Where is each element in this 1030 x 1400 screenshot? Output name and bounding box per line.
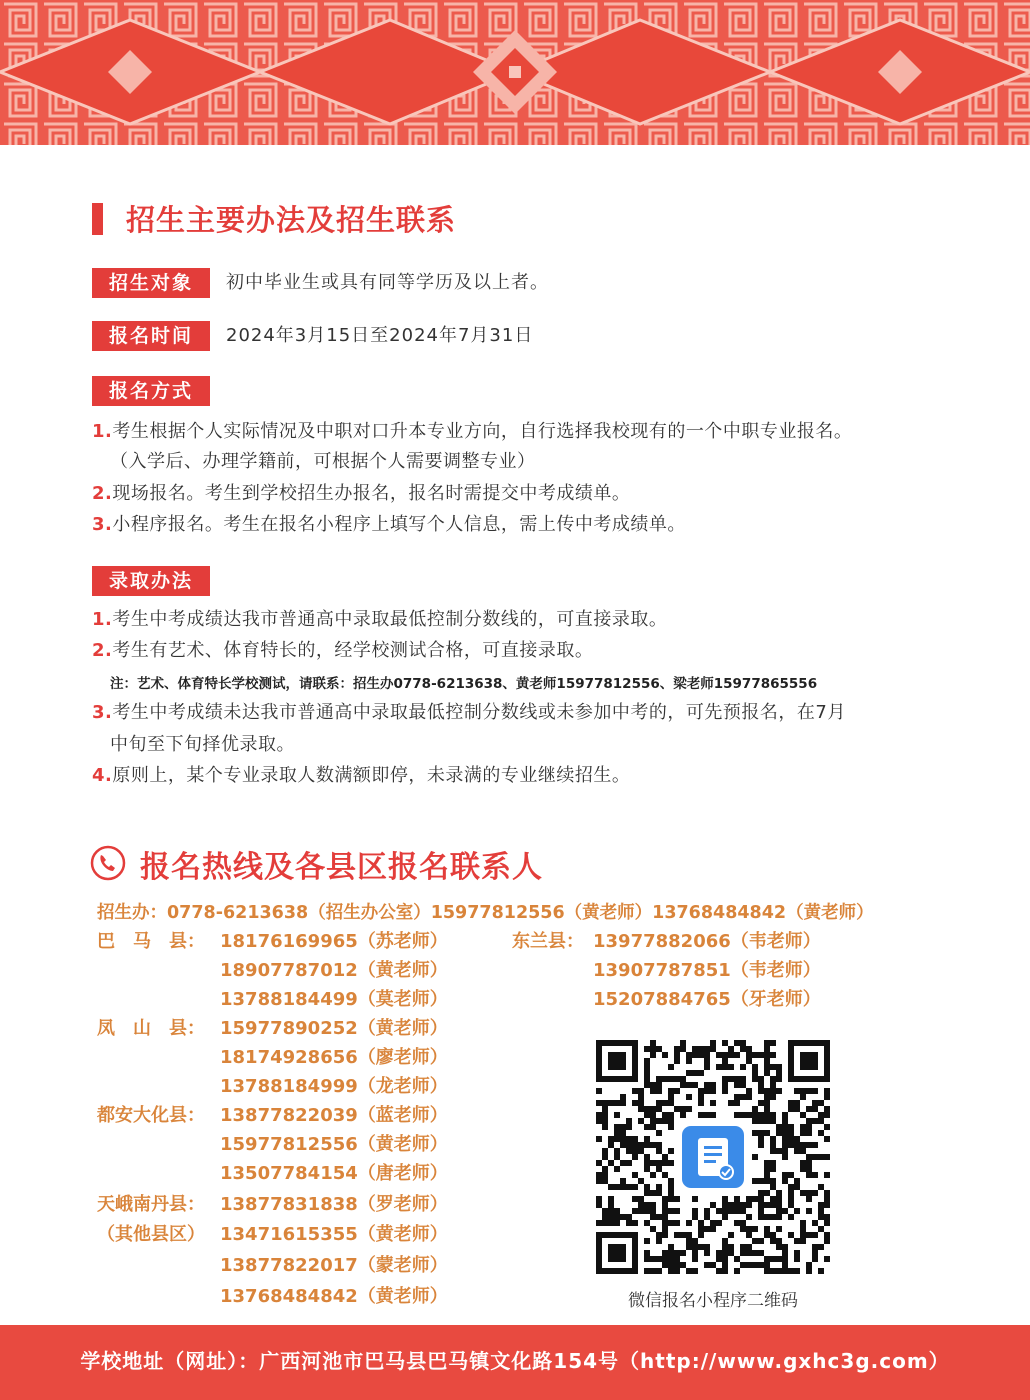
item-text: 小程序报名。考生在报名小程序上填写个人信息，需上传中考成绩单。 (112, 514, 686, 535)
county-label-fengshan: 凤 山 县： (97, 1018, 205, 1039)
item-number: 1. (92, 609, 113, 630)
contact-entry: 18907787012（黄老师） (220, 960, 448, 981)
office-contact-line: 招生办：0778-6213638（招生办公室）15977812556（黄老师）13768484842（黄老师） (97, 903, 874, 923)
contact-entry: 15207884765（牙老师） (593, 989, 821, 1010)
item-number: 1. (92, 421, 113, 442)
admit-item-2 (92, 639, 593, 663)
item-number: 2. (92, 483, 113, 504)
qr-caption: 微信报名小程序二维码 (628, 1291, 798, 1311)
document-icon (682, 1126, 744, 1188)
item-number: 2. (92, 640, 113, 661)
contact-entry: 13788184499（莫老师） (220, 989, 448, 1010)
section-title-admission: 招生主要办法及招生联系 (126, 203, 457, 237)
method-item-1 (92, 420, 852, 444)
method-item-3 (92, 513, 686, 537)
contact-entry: 13877831838（罗老师） (220, 1194, 448, 1215)
contact-entry: 13471615355（黄老师） (220, 1224, 448, 1245)
phone-icon (90, 845, 126, 881)
banner-pattern (0, 0, 1030, 145)
contact-entry: 13877822017（蒙老师） (220, 1255, 448, 1276)
admit-note: 注：艺术、体育特长学校测试，请联系：招生办0778-6213638、黄老师15977812556、梁老师15977865556 (110, 676, 818, 692)
item-number: 3. (92, 702, 113, 723)
section-title-hotline: 报名热线及各县区报名联系人 (140, 850, 543, 885)
contact-entry: 15977890252（黄老师） (220, 1018, 448, 1039)
contact-entry: 15977812556（黄老师） (220, 1134, 448, 1155)
tag-time: 报名时间 (92, 321, 210, 351)
contact-entry: 18174928656（廖老师） (220, 1047, 448, 1068)
decorative-banner (0, 0, 1030, 145)
section-title-bar (92, 203, 103, 235)
tag-admit: 录取办法 (92, 566, 210, 596)
item-text: 考生中考成绩未达我市普通高中录取最低控制分数线或未参加中考的，可先预报名，在7月 (112, 702, 846, 723)
admit-item-3-cont: 中旬至下旬择优录取。 (110, 734, 295, 755)
tag-target: 招生对象 (92, 268, 210, 298)
qr-code[interactable] (596, 1040, 830, 1274)
contact-entry: 13907787851（韦老师） (593, 960, 821, 981)
admit-item-4 (92, 764, 630, 788)
contact-entry: 13507784154（唐老师） (220, 1163, 448, 1184)
admit-item-3 (92, 701, 846, 725)
tag-method: 报名方式 (92, 376, 210, 406)
item-text: 考生有艺术、体育特长的，经学校测试合格，可直接录取。 (112, 640, 594, 661)
item-text: 现场报名。考生到学校招生办报名，报名时需提交中考成绩单。 (112, 483, 631, 504)
county-label-others: （其他县区） (97, 1224, 205, 1245)
item-text: 考生中考成绩达我市普通高中录取最低控制分数线的，可直接录取。 (112, 609, 668, 630)
item-number: 3. (92, 514, 113, 535)
county-label-tiane-nandan: 天峨南丹县： (97, 1194, 205, 1215)
contact-entry: 13877822039（蓝老师） (220, 1105, 448, 1126)
county-label-bama: 巴 马 县： (97, 931, 205, 952)
county-label-duan-dahua: 都安大化县： (97, 1105, 205, 1126)
contact-entry: 13788184999（龙老师） (220, 1076, 448, 1097)
method-item-2 (92, 482, 630, 506)
footer-address: 学校地址（网址）：广西河池市巴马县巴马镇文化路154号（http://www.gxhc3g.com） (80, 1349, 950, 1373)
county-label-donglan: 东兰县： (512, 931, 584, 952)
admit-item-1 (92, 608, 667, 632)
time-text: 2024年3月15日至2024年7月31日 (226, 325, 534, 346)
item-text: 原则上，某个专业录取人数满额即停，未录满的专业继续招生。 (112, 765, 631, 786)
contact-entry: 13768484842（黄老师） (220, 1286, 448, 1307)
method-item-1-cont: （入学后、办理学籍前，可根据个人需要调整专业） (110, 451, 536, 472)
item-number: 4. (92, 765, 113, 786)
contact-entry: 18176169965（苏老师） (220, 931, 448, 952)
item-text: 考生根据个人实际情况及中职对口升本专业方向，自行选择我校现有的一个中职专业报名。 (112, 421, 853, 442)
target-text: 初中毕业生或具有同等学历及以上者。 (226, 272, 549, 293)
contact-entry: 13977882066（韦老师） (593, 931, 821, 952)
